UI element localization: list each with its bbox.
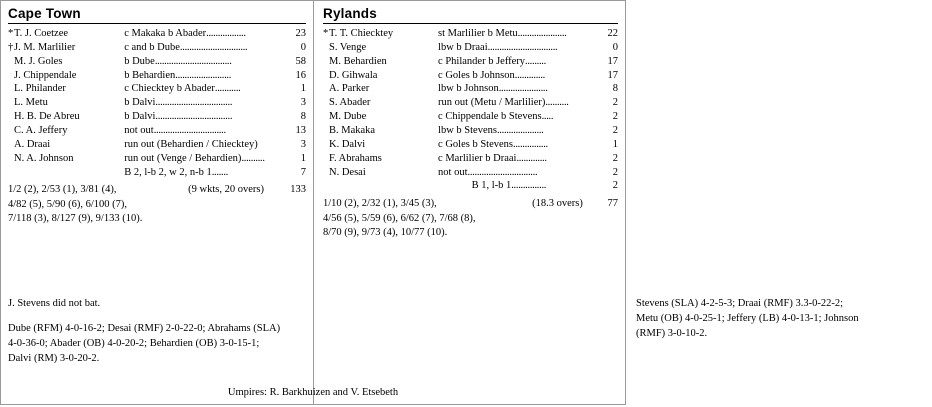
fall-of-wickets-first: 1/2 (2), 2/53 (1), 3/81 (4), xyxy=(8,184,117,196)
fow-line: 8/70 (9), 9/73 (4), 10/77 (10). xyxy=(323,226,448,238)
leader-dots: ..................... xyxy=(517,28,567,39)
dismissal-text: st Marlilier b Metu xyxy=(438,28,518,39)
leader-dots: ..... xyxy=(541,111,554,123)
leader-dots: .................... xyxy=(496,125,544,137)
table-row xyxy=(323,138,618,152)
total-line-right xyxy=(323,197,618,211)
total-line-left xyxy=(8,183,306,197)
runs-value: 22 xyxy=(607,28,618,39)
dismissal-text: c and b Dube xyxy=(124,41,180,53)
runs-value: 8 xyxy=(612,83,618,95)
table-row xyxy=(8,138,306,152)
leader-dots: ........................ xyxy=(175,69,232,81)
bowling-figures-left xyxy=(8,321,308,367)
batsman-name: F. Abrahams xyxy=(329,152,382,164)
leader-dots: .............................. xyxy=(487,41,558,53)
leader-dots: ............... xyxy=(511,180,547,192)
runs-value: 1 xyxy=(300,83,306,95)
table-row xyxy=(323,82,618,96)
umpires-line: Umpires: R. Barkhuizen and V. Etsebeth xyxy=(227,387,399,398)
leader-dots: ............................... xyxy=(153,125,226,137)
leader-dots: ................. xyxy=(206,28,246,39)
leader-dots: ............. xyxy=(514,69,545,81)
bowling-line: Dube (RFM) 4-0-16-2; Desai (RMF) 2-0-22-0; Abrahams (SLA) xyxy=(8,323,281,334)
runs-value: 13 xyxy=(295,125,306,137)
batsman-name: N. A. Johnson xyxy=(14,152,74,164)
table-row xyxy=(323,55,618,69)
runs-value: 2 xyxy=(612,97,618,109)
batsman-name: C. A. Jeffery xyxy=(14,125,68,137)
fall-of-wickets-first: 1/10 (2), 2/32 (1), 3/45 (3), xyxy=(323,198,437,210)
team-rule-right xyxy=(323,23,618,24)
fow-line: 4/56 (5), 5/59 (6), 6/62 (7), 7/68 (8), xyxy=(323,212,476,224)
leader-dots: ......... xyxy=(525,55,546,67)
bowling-line: (RMF) 3-0-10-2. xyxy=(636,328,708,340)
bowling-line: Stevens (SLA) 4-2-5-3; Draai (RMF) 3.3-0-22-2; xyxy=(636,298,844,309)
dismissal-text: run out (Metu / Marlilier) xyxy=(438,97,546,109)
table-row xyxy=(323,124,618,138)
batsman-name: L. Philander xyxy=(14,83,66,95)
keeper-marker: † xyxy=(8,41,14,53)
overs-summary: (9 wkts, 20 overs) xyxy=(188,184,264,196)
extras-row xyxy=(323,179,618,193)
runs-value: 17 xyxy=(607,69,618,81)
leader-dots: .......... xyxy=(545,97,569,109)
dismissal-text: c Goles b Stevens xyxy=(438,138,513,150)
table-row xyxy=(8,183,306,197)
table-row xyxy=(8,82,306,96)
batsman-name: A. Draai xyxy=(14,138,51,150)
batsman-name: J. M. Marlilier xyxy=(14,41,76,53)
leader-dots: ................................. xyxy=(154,55,232,67)
batsman-name: M. J. Goles xyxy=(14,55,63,67)
leader-dots: ..................... xyxy=(498,83,548,95)
leader-dots: ................................. xyxy=(155,111,233,123)
extras-label: B 1, l-b 1 xyxy=(471,180,512,192)
batsman-name: T. T. Chiecktey xyxy=(329,28,394,39)
dismissal-text: lbw b Draai xyxy=(438,41,488,53)
team-name-right: Rylands xyxy=(323,6,377,21)
table-row xyxy=(323,110,618,124)
table-row xyxy=(323,69,618,83)
batsman-name: M. Dube xyxy=(329,111,367,123)
bowling-line: 4-0-36-0; Abader (OB) 4-0-20-2; Behardien (OB) 3-0-15-1; xyxy=(8,338,260,350)
table-row xyxy=(323,27,618,41)
table-row xyxy=(8,152,306,166)
dismissal-text: run out (Behardien / Chiecktey) xyxy=(124,138,258,150)
extras-value: 7 xyxy=(300,166,306,178)
runs-value: 3 xyxy=(300,138,306,150)
batsman-name: L. Metu xyxy=(14,97,48,109)
batsman-name: S. Venge xyxy=(329,41,367,53)
dismissal-text: c Chiecktey b Abader xyxy=(124,83,215,95)
batsman-name: H. B. De Abreu xyxy=(14,111,80,123)
fow-line: 4/82 (5), 5/90 (6), 6/100 (7), xyxy=(8,198,127,210)
extras-row xyxy=(8,166,306,180)
dismissal-text: b Dalvi xyxy=(124,111,156,123)
dismissal-text: lbw b Stevens xyxy=(438,125,497,137)
table-row xyxy=(8,110,306,124)
bowling-line: Dalvi (RM) 3-0-20-2. xyxy=(8,353,100,365)
leader-dots: ............................. xyxy=(179,41,248,53)
runs-value: 16 xyxy=(295,69,306,81)
runs-value: 0 xyxy=(300,41,306,53)
leader-dots: ............. xyxy=(516,152,547,164)
extras-label: B 2, l-b 2, w 2, n-b 1 xyxy=(124,166,212,178)
dismissal-text: lbw b Johnson xyxy=(438,83,499,95)
batsman-name: N. Desai xyxy=(329,166,366,178)
table-row xyxy=(323,41,618,55)
runs-value: 8 xyxy=(300,111,306,123)
dismissal-text: c Marlilier b Draai xyxy=(438,152,517,164)
dismissal-text: b Behardien xyxy=(124,69,176,81)
dismissal-text: not out xyxy=(124,125,154,137)
leader-dots: ................................. xyxy=(155,97,233,109)
runs-value: 2 xyxy=(612,166,618,178)
table-row xyxy=(323,152,618,166)
overs-summary: (18.3 overs) xyxy=(532,198,583,210)
table-row xyxy=(323,166,618,180)
runs-value: 3 xyxy=(300,97,306,109)
batting-table-left xyxy=(8,27,306,179)
runs-value: 2 xyxy=(612,125,618,137)
batsman-name: D. Gihwala xyxy=(329,69,378,81)
innings-total: 133 xyxy=(290,184,306,196)
dismissal-text: b Dalvi xyxy=(124,97,156,109)
table-row xyxy=(8,69,306,83)
extras-value: 2 xyxy=(612,180,618,192)
dismissal-text: c Goles b Johnson xyxy=(438,69,515,81)
dismissal-text: c Chippendale b Stevens xyxy=(438,111,542,123)
team-panel-left xyxy=(1,1,313,365)
bowling-figures-right xyxy=(636,296,932,342)
batsman-name: M. Behardien xyxy=(329,55,387,67)
runs-value: 1 xyxy=(300,152,306,164)
dismissal-text: not out xyxy=(438,166,468,178)
team-name-left: Cape Town xyxy=(8,6,81,21)
fow-line: 7/118 (3), 8/127 (9), 9/133 (10). xyxy=(8,212,143,224)
batsman-name: B. Makaka xyxy=(329,125,376,137)
batsman-name: A. Parker xyxy=(329,83,370,95)
innings-total: 77 xyxy=(607,198,618,210)
leader-dots: ....... xyxy=(211,166,228,178)
table-row xyxy=(323,96,618,110)
table-row xyxy=(8,27,306,41)
fall-of-wickets-rest-right xyxy=(323,212,618,241)
dismissal-text: c Makaka b Abader xyxy=(124,28,207,39)
runs-value: 2 xyxy=(612,111,618,123)
runs-value: 23 xyxy=(295,28,306,39)
leader-dots: ........... xyxy=(214,83,241,95)
leader-dots: .............................. xyxy=(467,166,538,178)
dismissal-text: b Dube xyxy=(124,55,155,67)
fall-of-wickets-rest-left xyxy=(8,198,306,227)
team-panel-right xyxy=(313,1,859,340)
runs-value: 0 xyxy=(612,41,618,53)
runs-value: 1 xyxy=(612,138,618,150)
batsman-name: T. J. Coetzee xyxy=(14,28,69,39)
captain-marker: * xyxy=(8,28,14,39)
batsman-name: K. Dalvi xyxy=(329,138,366,150)
bowling-line: Metu (OB) 4-0-25-1; Jeffery (LB) 4-0-13-1; Johnson xyxy=(636,313,859,325)
runs-value: 2 xyxy=(612,152,618,164)
runs-value: 58 xyxy=(295,55,306,67)
batsman-name: J. Chippendale xyxy=(14,69,77,81)
leader-dots: ............... xyxy=(513,138,548,150)
captain-marker: * xyxy=(323,28,329,39)
dismissal-text: c Philander b Jeffery xyxy=(438,55,526,67)
batting-table-right xyxy=(323,27,618,193)
did-not-bat-note-left: J. Stevens did not bat. xyxy=(8,298,101,309)
dismissal-text: run out (Venge / Behardien) xyxy=(124,152,242,164)
table-row xyxy=(8,55,306,69)
leader-dots: .......... xyxy=(241,152,265,164)
runs-value: 17 xyxy=(607,55,618,67)
table-row xyxy=(323,197,618,211)
table-row xyxy=(8,96,306,110)
team-rule-left xyxy=(8,23,306,24)
table-row xyxy=(8,124,306,138)
batsman-name: S. Abader xyxy=(329,97,371,109)
table-row xyxy=(8,41,306,55)
